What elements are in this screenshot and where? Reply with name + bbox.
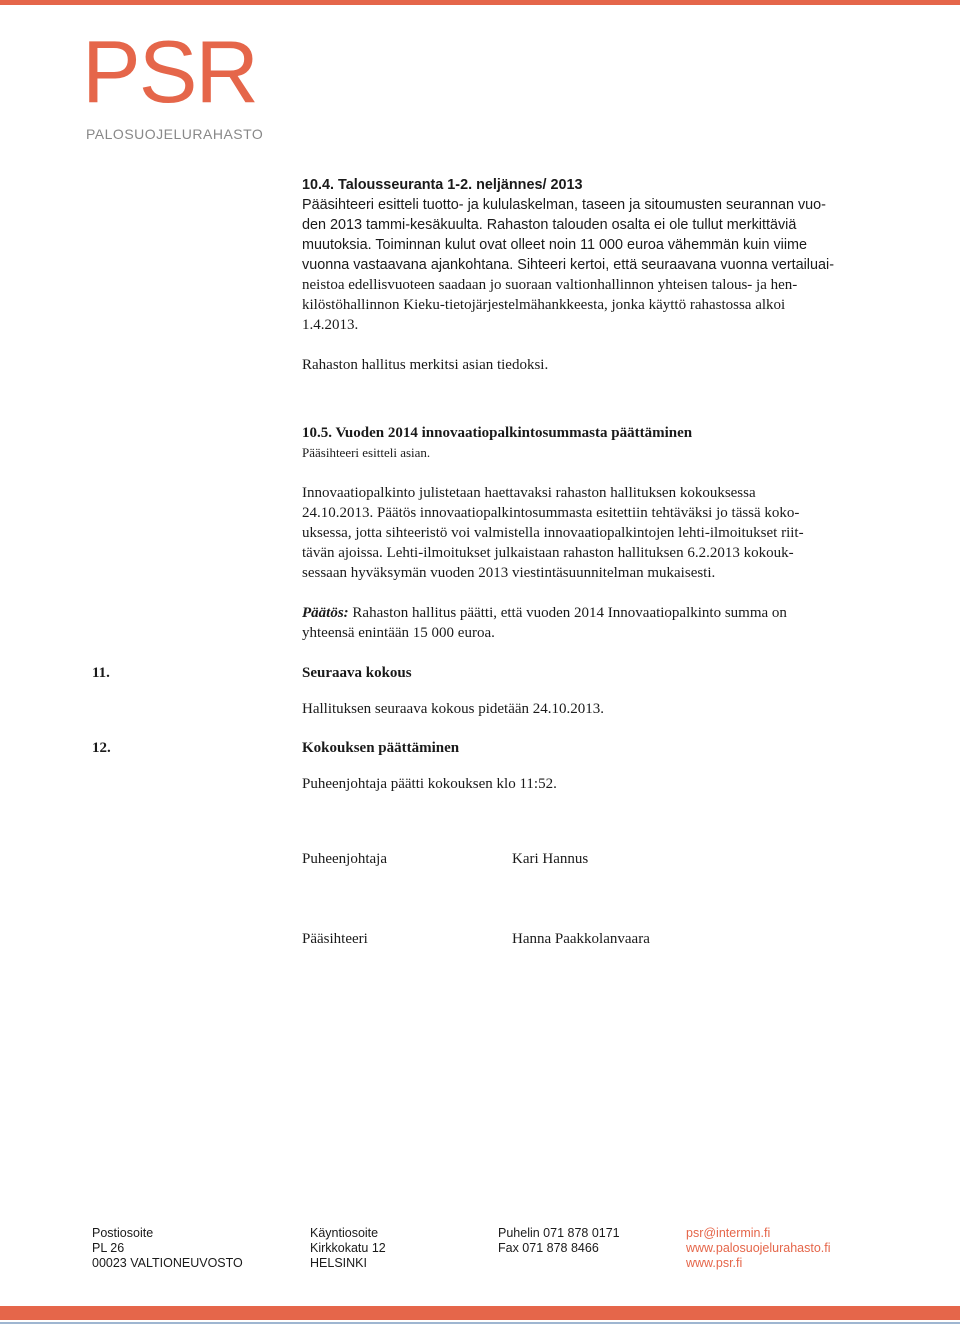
heading-10-4: 10.4. Talousseuranta 1-2. neljännes/ 2013 bbox=[302, 177, 583, 193]
decision-text: Rahaston hallitus päätti, että vuoden 2014 Innovaatiopalkinto summa on bbox=[348, 605, 787, 621]
bottom-accent-bar bbox=[0, 1306, 960, 1320]
s10-5-decision bbox=[302, 603, 870, 623]
s10-4-line-3: muutoksia. Toiminnan kulut ovat olleet noin 11 000 euroa vähemmän kuin viime bbox=[302, 237, 808, 253]
s10-4-line-6: kilöstöhallinnon Kieku-tietojärjestelmähankkeesta, jonka käyttö rahastossa alkoi bbox=[302, 297, 786, 313]
psr-logo bbox=[82, 22, 264, 148]
section-11-title: Seuraava kokous bbox=[302, 665, 412, 681]
decision-label: Päätös: bbox=[302, 605, 349, 621]
footer-postal bbox=[92, 1226, 243, 1271]
footer-postal-box: PL 26 bbox=[92, 1241, 125, 1255]
signature-name-1: Kari Hannus bbox=[512, 851, 589, 867]
logo-name: PALOSUOJELURAHASTO bbox=[86, 126, 264, 142]
s10-4-note: Rahaston hallitus merkitsi asian tiedoksi. bbox=[302, 357, 549, 373]
heading-10-5: 10.5. Vuoden 2014 innovaatiopalkintosummasta päättäminen bbox=[302, 425, 693, 441]
footer-visit bbox=[310, 1226, 386, 1271]
signature-name-2: Hanna Paakkolanvaara bbox=[512, 931, 650, 947]
footer-postal-city: 00023 VALTIONEUVOSTO bbox=[92, 1256, 243, 1270]
footer-postal-label: Postiosoite bbox=[92, 1226, 154, 1240]
section-10-4 bbox=[302, 175, 870, 643]
s10-4-line-1: Pääsihteeri esitteli tuotto- ja kululaskelman, taseen ja sitoumusten seurannan vuo- bbox=[302, 197, 826, 213]
signature-role-2: Pääsihteeri bbox=[302, 931, 368, 947]
section-12-text: Puheenjohtaja päätti kokouksen klo 11:52. bbox=[302, 776, 557, 792]
footer-short-website-link[interactable]: www.psr.fi bbox=[686, 1256, 743, 1270]
top-accent-bar bbox=[0, 0, 960, 5]
s10-5-line-3: uksessa, jotta sihteeristö voi valmistella innovaatiopalkintojen lehti-ilmoitukset riit- bbox=[302, 525, 804, 541]
s10-4-line-2: den 2013 tammi-kesäkuulta. Rahaston talouden osalta ei ole tullut merkittäviä bbox=[302, 217, 797, 233]
footer-visit-street: Kirkkokatu 12 bbox=[310, 1241, 386, 1255]
section-11-number: 11. bbox=[92, 665, 110, 681]
section-12-title: Kokouksen päättäminen bbox=[302, 740, 460, 756]
section-12-number: 12. bbox=[92, 740, 111, 756]
s10-4-line-7: 1.4.2013. bbox=[302, 317, 359, 333]
signature-role-1: Puheenjohtaja bbox=[302, 851, 387, 867]
footer-email-link[interactable]: psr@intermin.fi bbox=[686, 1226, 771, 1240]
footer-phone-number: Puhelin 071 878 0171 bbox=[498, 1226, 620, 1240]
section-11-text: Hallituksen seuraava kokous pidetään 24.10.2013. bbox=[302, 701, 605, 717]
s10-5-intro: Pääsihteeri esitteli asian. bbox=[302, 445, 431, 460]
footer-phone bbox=[498, 1226, 620, 1256]
s10-4-line-4: vuonna vastaavana ajankohtana. Sihteeri kertoi, että seuraavana vuonna vertailuai- bbox=[302, 257, 835, 273]
footer-visit-label: Käyntiosoite bbox=[310, 1226, 379, 1240]
s10-5-line-2: 24.10.2013. Päätös innovaatiopalkintosummasta esitettiin tehtäväksi jo tässä koko- bbox=[302, 505, 800, 521]
footer-web bbox=[686, 1226, 831, 1271]
s10-5-line-4: tävän ajoissa. Lehti-ilmoitukset julkaistaan rahaston hallituksen 6.2.2013 kokouk- bbox=[302, 545, 794, 561]
footer-visit-city: HELSINKI bbox=[310, 1256, 367, 1270]
footer-website-link[interactable]: www.palosuojelurahasto.fi bbox=[686, 1241, 831, 1255]
s10-5-decision-line-2: yhteensä enintään 15 000 euroa. bbox=[302, 625, 495, 641]
s10-5-line-1: Innovaatiopalkinto julistetaan haettavaksi rahaston hallituksen kokouksessa bbox=[302, 485, 756, 501]
footer-fax-number: Fax 071 878 8466 bbox=[498, 1241, 599, 1255]
logo-mark: PSR bbox=[82, 22, 257, 121]
s10-4-line-5: neistoa edellisvuoteen saadaan jo suoraan valtionhallinnon yhteisen talous- ja hen- bbox=[302, 277, 798, 293]
bottom-rule bbox=[0, 1322, 960, 1324]
s10-5-line-5: sessaan hyväksymän vuoden 2013 viestintäsuunnitelman mukaisesti. bbox=[302, 565, 716, 581]
